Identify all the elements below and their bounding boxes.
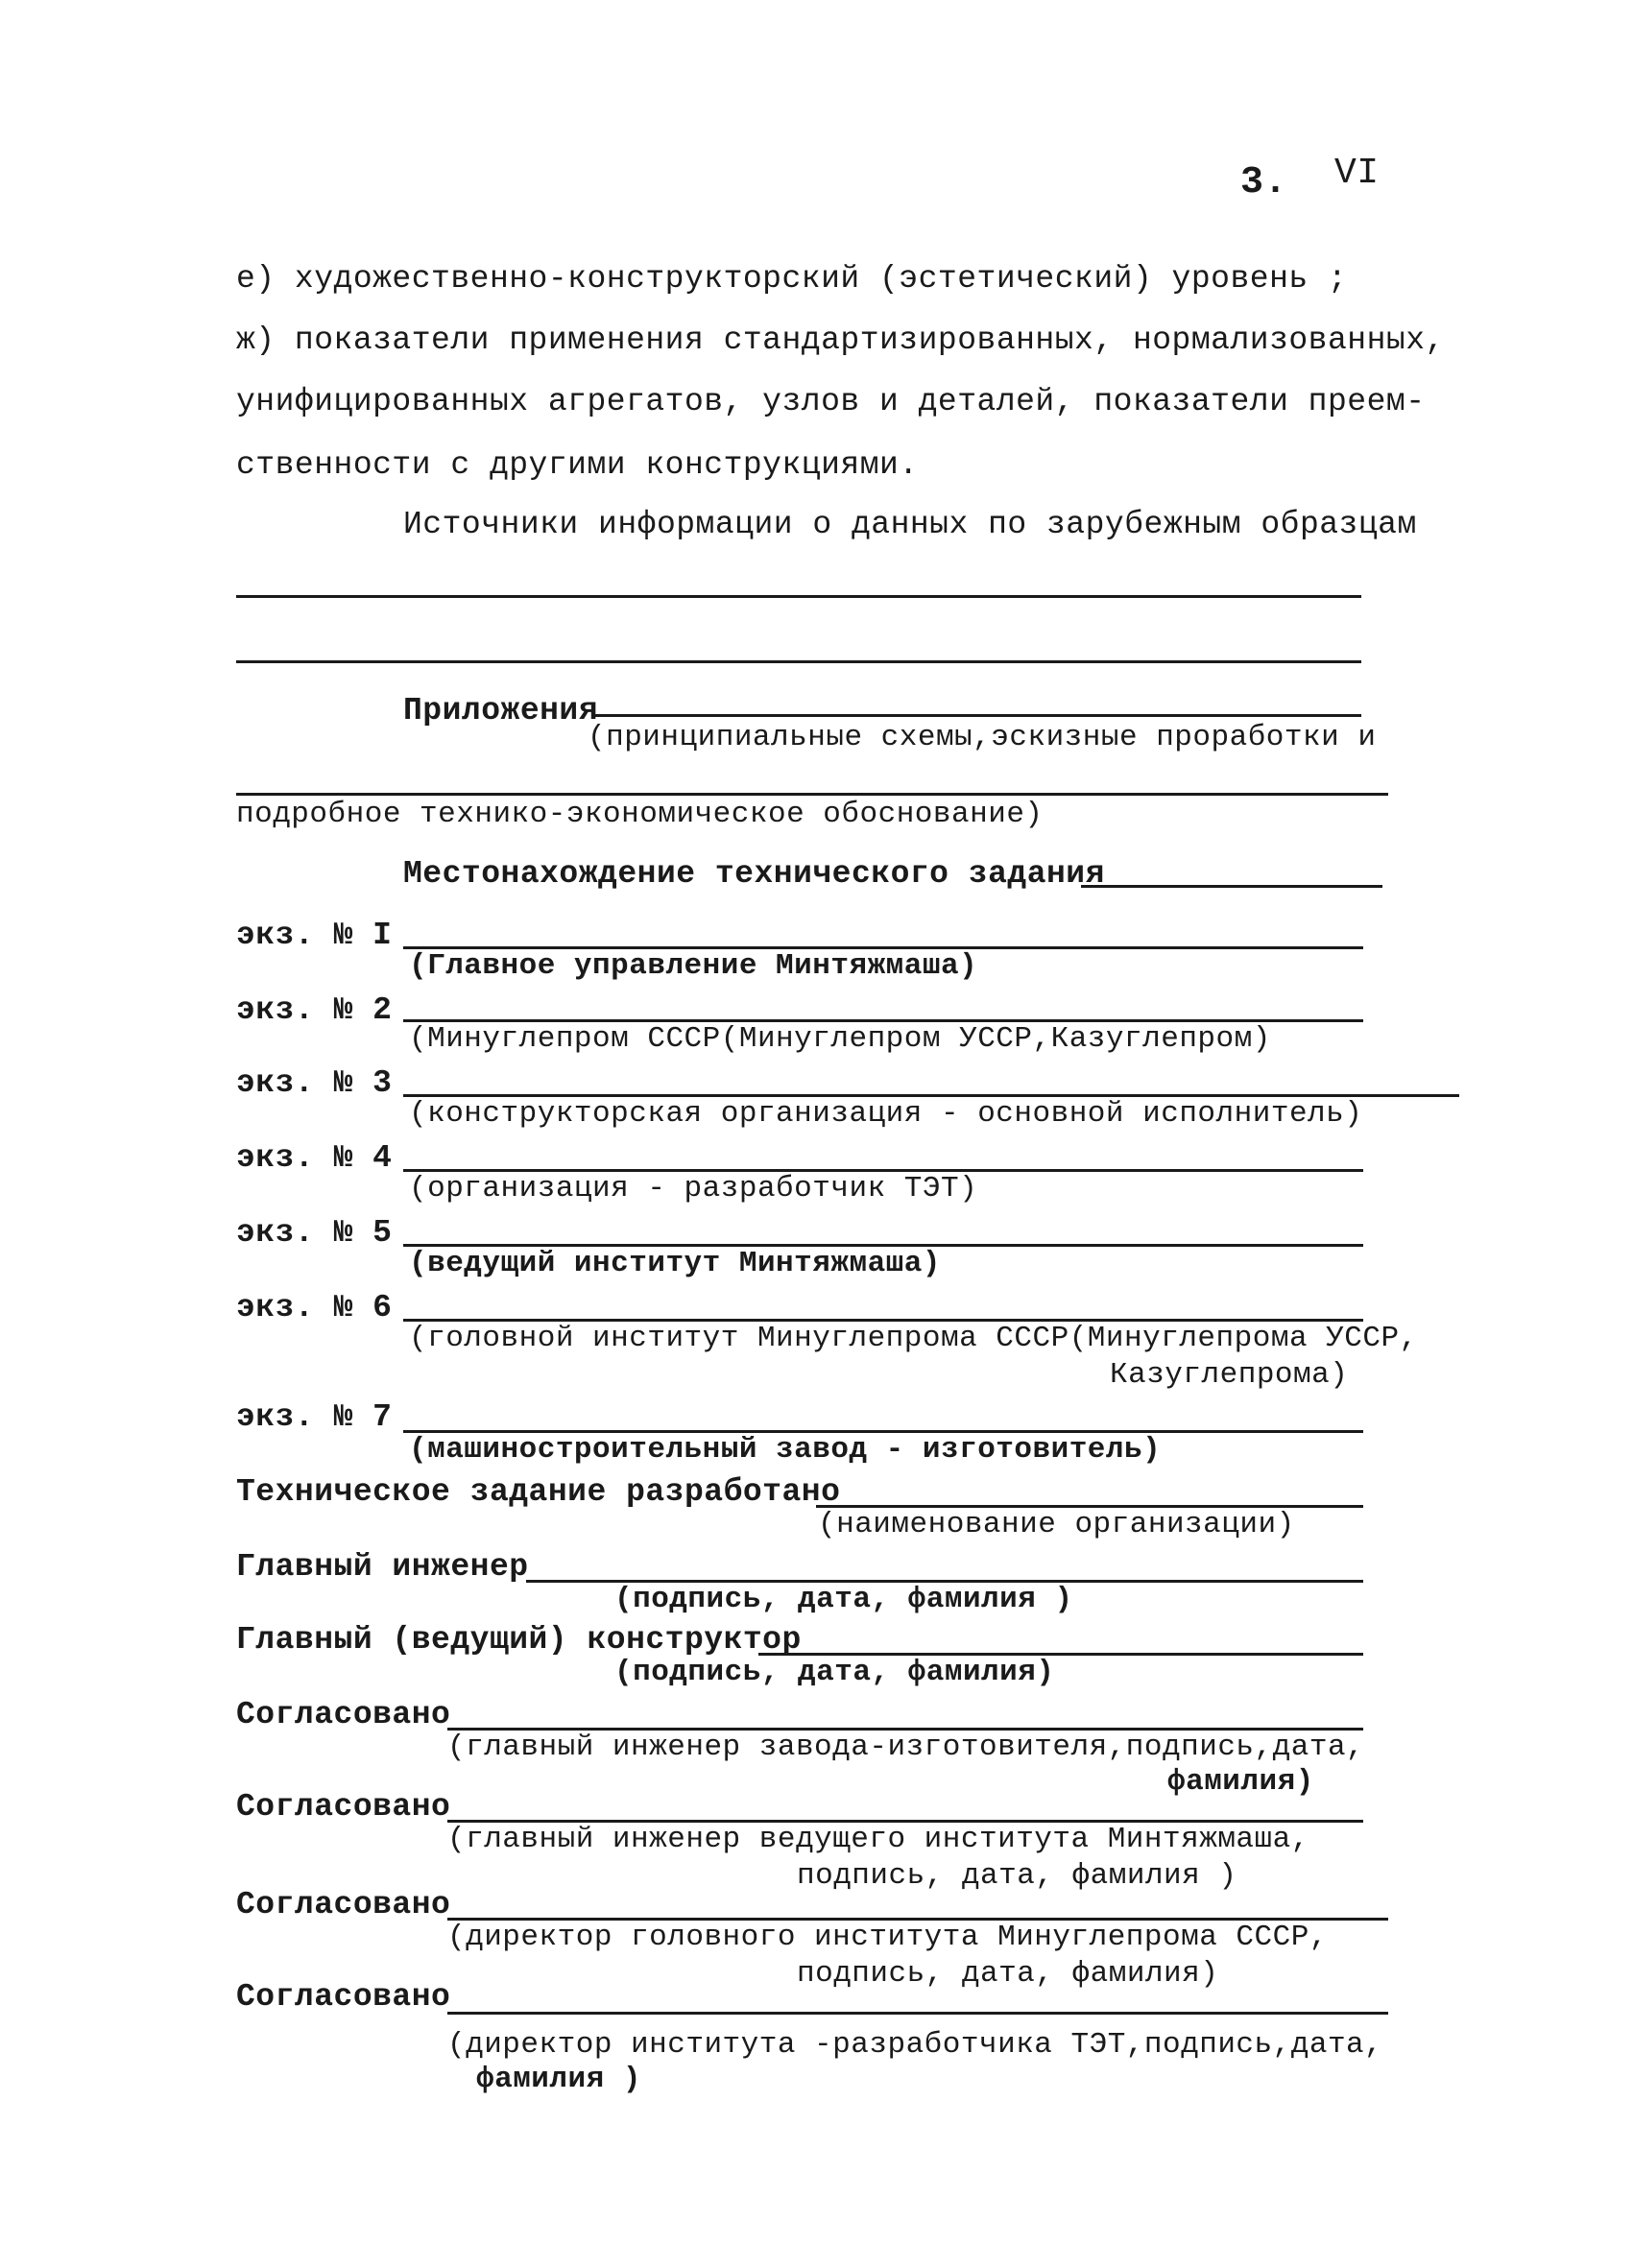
copy-4-hint: (организация - разработчик ТЭТ) [409,1172,978,1206]
approval-2-hint-1: (главный инженер ведущего института Минтяжмаша, [447,1823,1309,1856]
sources-blank-line-1 [236,595,1361,598]
copy-6-label: экз. № 6 [236,1290,393,1325]
location-blank-line [1081,885,1382,888]
copy-7-hint: (машиностроительный завод - изготовитель) [409,1433,1162,1467]
approval-1-label: Согласовано [236,1697,451,1732]
chief-designer-label: Главный (ведущий) конструктор [236,1622,802,1658]
copy-1-label: экз. № I [236,918,393,953]
approval-2-label: Согласовано [236,1789,451,1825]
copy-3-hint: (конструкторская организация - основной исполнитель) [409,1097,1363,1131]
page-mark: VI [1334,153,1380,194]
page-number: 3. [1240,161,1288,204]
copy-5-label: экз. № 5 [236,1215,393,1251]
copy-7-label: экз. № 7 [236,1399,393,1435]
developed-hint: (наименование организации) [818,1508,1295,1541]
approval-3-hint-2: подпись, дата, фамилия) [797,1957,1219,1991]
copy-6-hint: (головной институт Минуглепрома СССР(Минуглепрома УССР, [409,1322,1418,1355]
chief-engineer-label: Главный инженер [236,1549,529,1585]
approval-4-hint-2: фамилия ) [476,2063,641,2096]
intro-line-3: унифицированных агрегатов, узлов и деталей, показатели преем- [236,384,1426,419]
copy-4-label: экз. № 4 [236,1140,393,1176]
appendix-label: Приложения [403,693,599,728]
appendix-hint-1: (принципиальные схемы,эскизные проработки и [588,721,1377,754]
appendix-hint-2: подробное технико-экономическое обоснование) [236,798,1044,831]
copy-1-hint: (Главное управление Минтяжмаша) [409,949,978,983]
approval-1-hint-1: (главный инженер завода-изготовителя,подпись,дата, [447,1731,1365,1764]
chief-engineer-hint: (подпись, дата, фамилия ) [614,1583,1073,1616]
approval-3-hint-1: (директор головного института Минуглепрома СССР, [447,1921,1328,1954]
appendix-blank-line [593,714,1361,717]
intro-line-2: ж) показатели применения стандартизированных, нормализованных, [236,322,1445,358]
sources-label: Источники информации о данных по зарубежным образцам [403,507,1417,542]
approval-4-line [447,2012,1388,2015]
approval-1-hint-2: фамилия) [1167,1765,1314,1799]
developed-label: Техническое задание разработано [236,1474,841,1510]
approval-3-label: Согласовано [236,1887,451,1922]
appendix-blank-line-2 [236,793,1388,796]
sources-blank-line-2 [236,660,1361,663]
chief-designer-hint: (подпись, дата, фамилия) [614,1656,1055,1689]
approval-4-hint-1: (директор института -разработчика ТЭТ,подпись,дата, [447,2028,1383,2062]
copy-6-hint-2: Казуглепрома) [1110,1358,1349,1392]
approval-2-hint-2: подпись, дата, фамилия ) [797,1859,1237,1893]
copy-5-hint: (ведущий институт Минтяжмаша) [409,1247,941,1280]
approval-4-label: Согласовано [236,1979,451,2015]
copy-2-label: экз. № 2 [236,992,393,1028]
copy-2-hint: (Минуглепром СССР(Минуглепром УССР,Казуглепром) [409,1022,1271,1056]
intro-line-1: е) художественно-конструкторский (эстетический) уровень ; [236,261,1348,297]
intro-line-4: ственности с другими конструкциями. [236,447,919,483]
location-label: Местонахождение технического задания [403,856,1105,892]
copy-3-label: экз. № 3 [236,1065,393,1101]
